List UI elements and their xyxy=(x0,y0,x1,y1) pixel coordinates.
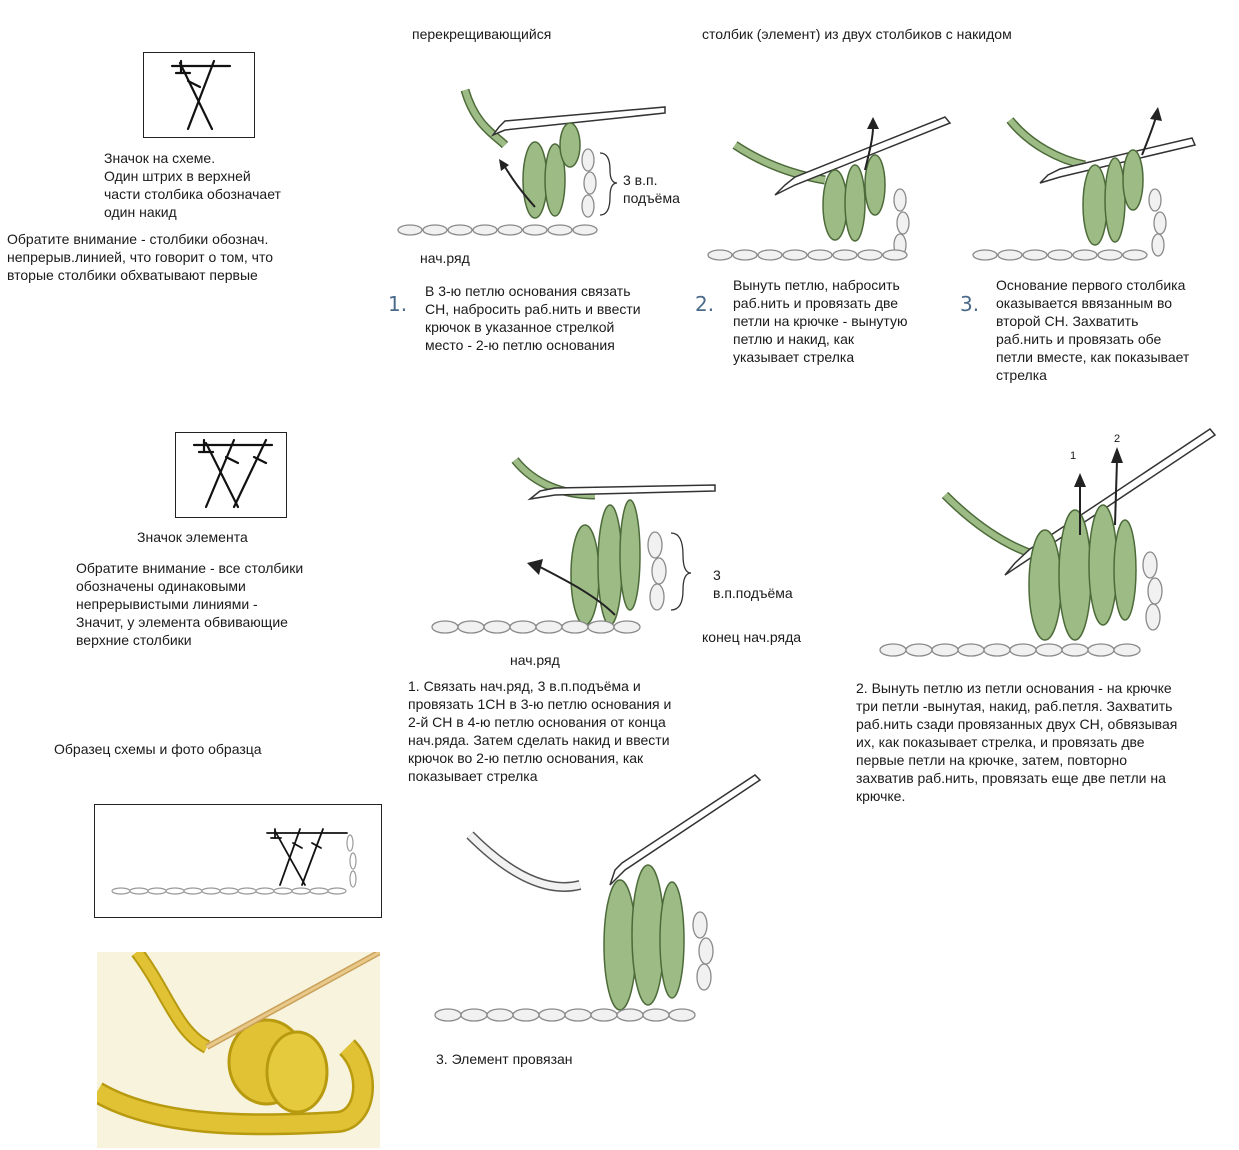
element-step3-text: 3. Элемент провязан xyxy=(436,1051,573,1067)
element-step1-illustration xyxy=(425,455,715,645)
element-symbol-box xyxy=(175,432,287,518)
crossed-stitch-symbol xyxy=(144,53,254,137)
element-step2-text: 2. Вынуть петлю из петли основания - на крючке три петли -вынутая, накид, раб.петля. Захватить раб.нить сзади провязанных двух СН, обвязывая их, как показывает стрелка, и провязать две первые петли на крючке, затем, повторно захватив раб.нить, провязать еще две петли на крючке. xyxy=(856,680,1178,804)
header-crossed: перекрещивающийся xyxy=(412,26,552,42)
sample-photo xyxy=(97,952,380,1148)
arrow-label-1: 1 xyxy=(1070,450,1077,462)
sample-caption: Образец схемы и фото образца xyxy=(54,741,262,757)
note-continuous-lines: Обратите внимание - столбики обознач. непрерыв.линией, что говорит о том, что вторые столбики обхватывают первые xyxy=(7,231,274,283)
element-step1-text: 1. Связать нач.ряд, 3 в.п.подъёма и провязать 1СН в 3-ю петлю основания и 2-й СН в 4-ю петлю основания от конца нач.ряда. Затем сделать накид и ввести крючок во 2-ю петлю основания, как показывает стрелка xyxy=(408,678,672,784)
header-element: столбик (элемент) из двух столбиков с накидом xyxy=(702,26,1012,42)
arrow-label-2: 2 xyxy=(1114,433,1121,445)
crossed-symbol-box xyxy=(143,52,255,138)
step2-text: Вынуть петлю, набросить раб.нить и провязать две петли на крючке - вынутую петлю и накид, как указывает стрелка xyxy=(733,277,908,365)
label-starting-row: нач.ряд xyxy=(420,250,470,266)
element-stitch-symbol xyxy=(176,433,286,517)
symbol-caption: Значок на схеме. Один штрих в верхней части столбика обозначает один накид xyxy=(104,150,281,220)
label-3-chains-rise: 3 в.п. подъёма xyxy=(623,172,680,206)
step3-illustration xyxy=(970,105,1210,265)
label-end-starting-row: конец нач.ряда xyxy=(702,629,802,645)
element-step2-illustration xyxy=(875,425,1215,665)
step2-illustration xyxy=(705,115,955,265)
sample-scheme-box xyxy=(94,804,382,918)
step1-illustration xyxy=(395,85,685,235)
step3-number: 3. xyxy=(960,292,980,316)
step3-text: Основание первого столбика оказывается ввязанным во второй СН. Захватить раб.нить и провязать обе петли вместе, как показывает стрелка xyxy=(996,277,1190,383)
element-label-starting-row: нач.ряд xyxy=(510,652,560,668)
element-symbol-caption: Значок элемента xyxy=(137,529,248,545)
sample-scheme-diagram xyxy=(95,805,381,917)
step1-text: В 3-ю петлю основания связать СН, набросить раб.нить и ввести крючок в указанное стрелкой место - 2-ю петлю основания xyxy=(425,283,641,353)
sample-photo-yarn xyxy=(97,952,380,1148)
step2-number: 2. xyxy=(695,292,715,316)
step1-number: 1. xyxy=(388,292,408,316)
element-label-3-chains-rise: 3 в.п.подъёма xyxy=(713,567,793,601)
element-step3-illustration xyxy=(430,775,760,1035)
note-same-lines: Обратите внимание - все столбики обозначены одинаковыми непрерывистыми линиями - Значит, у элемента обвивающие верхние столбики xyxy=(76,560,304,648)
